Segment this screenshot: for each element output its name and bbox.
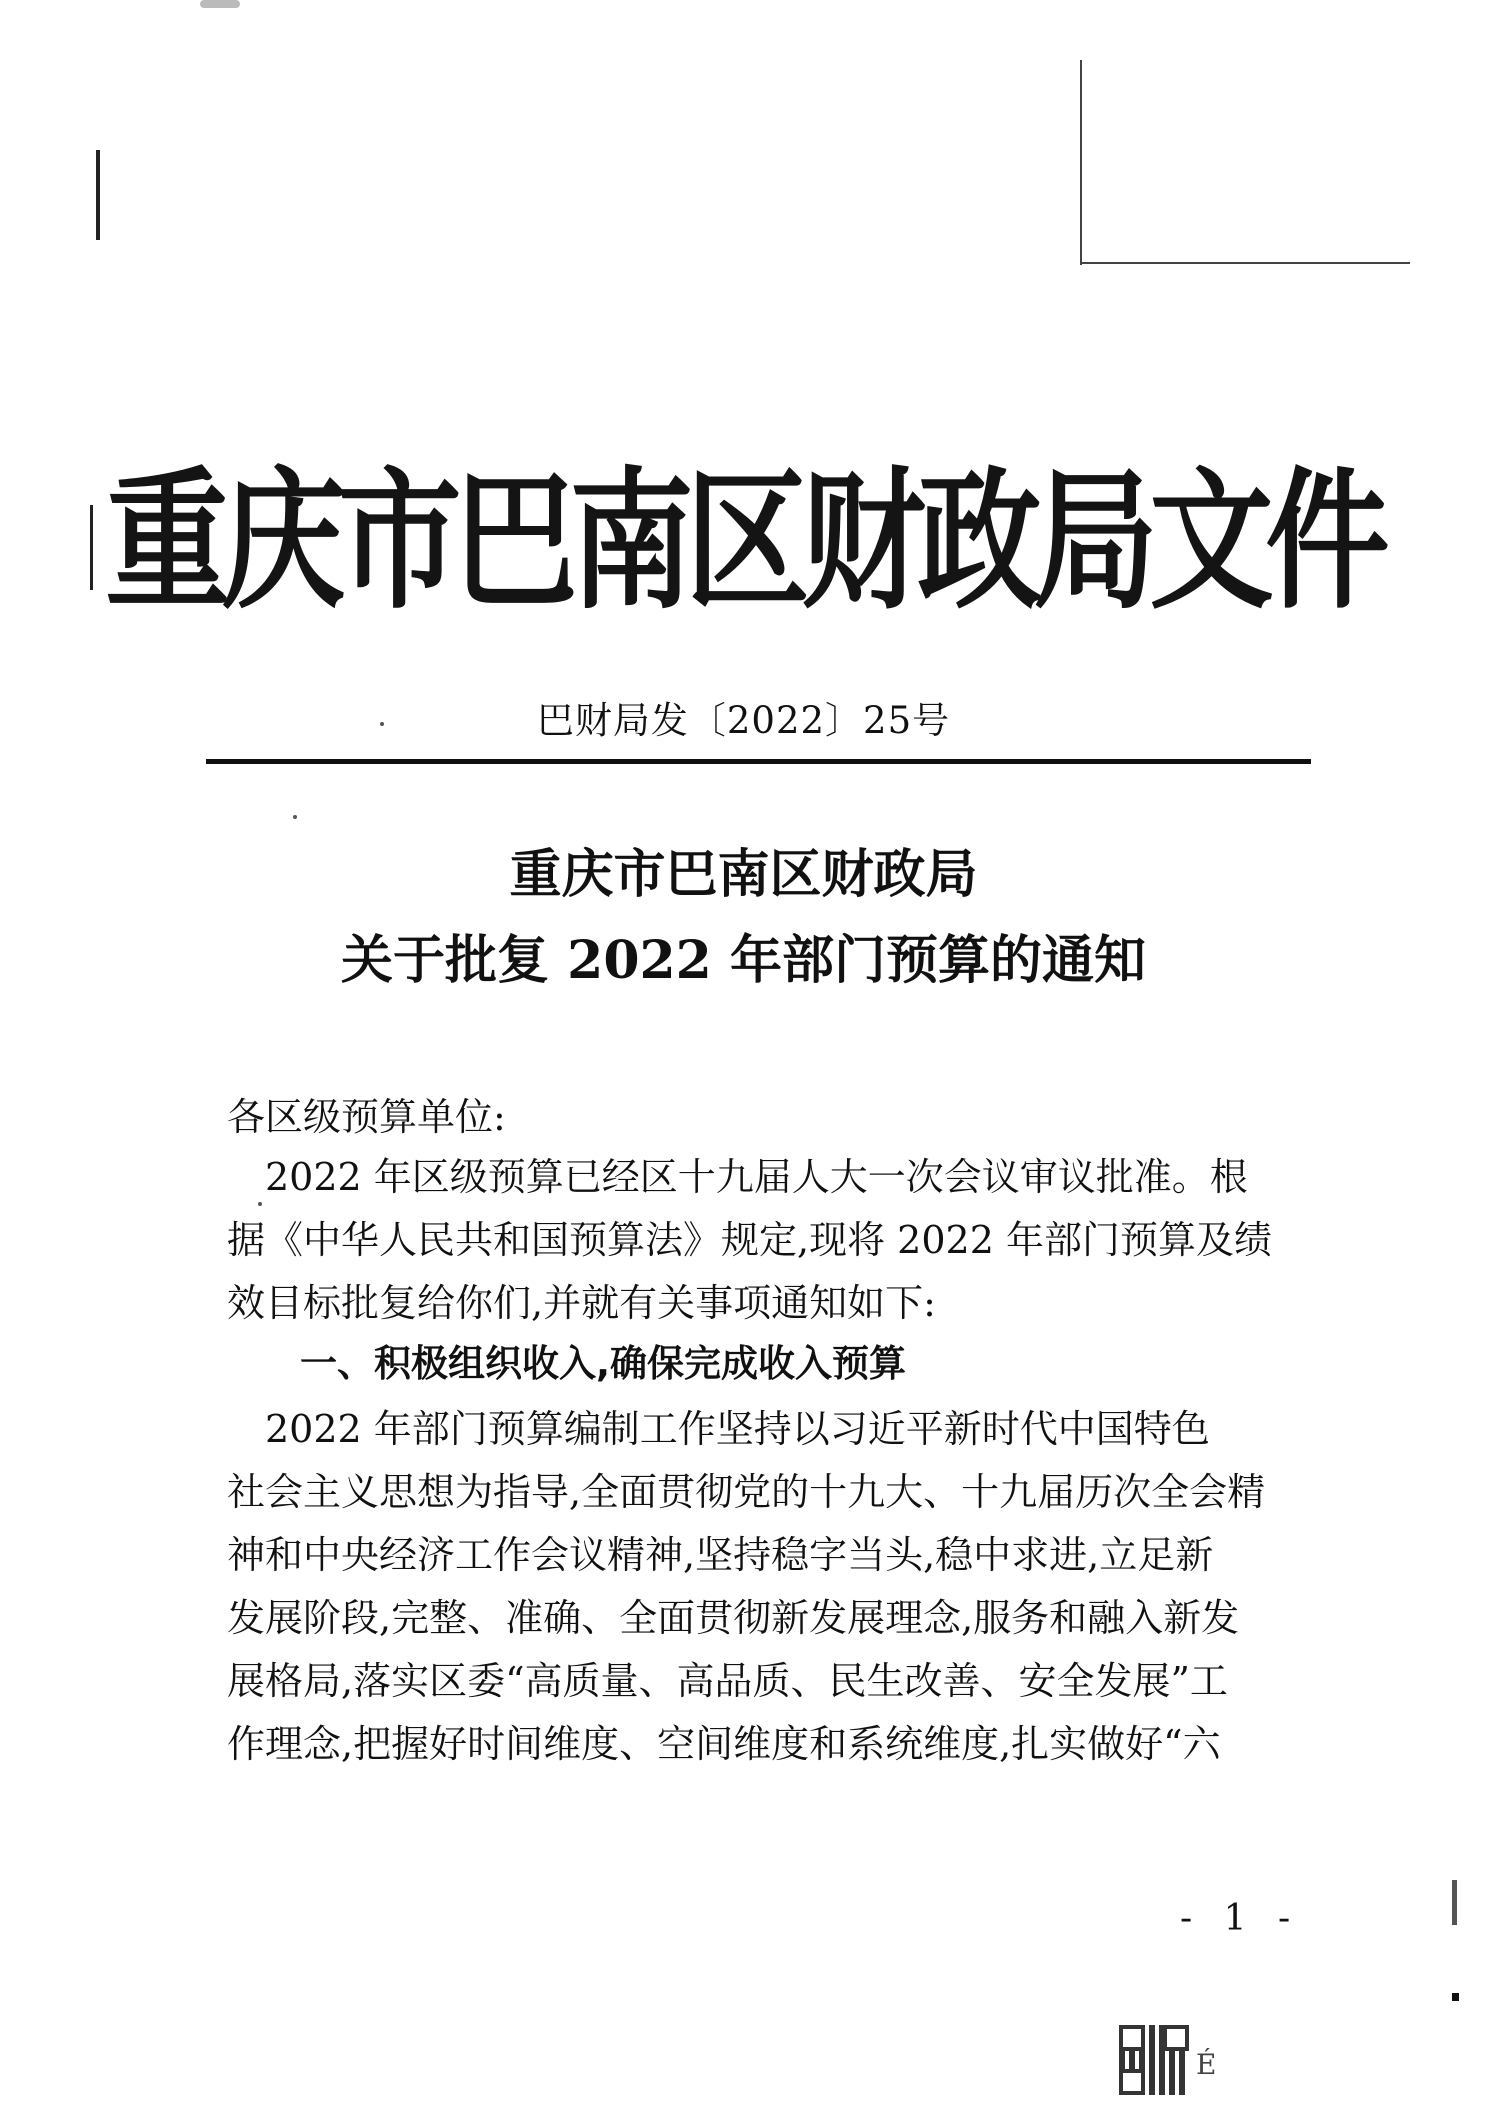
issuer-title: 重庆市巴南区财政局文件: [105, 454, 1382, 631]
addressee: 各区级预算单位:: [227, 1095, 506, 1139]
section-heading: 一、积极组织收入,确保完成收入预算: [300, 1342, 907, 1385]
qr-trailing-char: É: [1196, 2048, 1217, 2081]
scan-speck: [293, 815, 297, 819]
qr-finder: [1119, 2025, 1145, 2051]
scan-smudge: [200, 0, 240, 8]
paragraph-line: 效目标批复给你们,并就有关事项通知如下:: [227, 1281, 936, 1325]
scan-fold-line: [1080, 262, 1410, 264]
paragraph-line: 2022 年部门预算编制工作坚持以习近平新时代中国特色: [227, 1407, 1210, 1451]
paragraph-line: 据《中华人民共和国预算法》规定,现将 2022 年部门预算及绩: [227, 1218, 1272, 1262]
notice-title-line-2: 关于批复 2022 年部门预算的通知: [341, 930, 1146, 991]
paragraph-line: 发展阶段,完整、准确、全面贯彻新发展理念,服务和融入新发: [227, 1596, 1240, 1640]
paragraph-line: 作理念,把握好时间维度、空间维度和系统维度,扎实做好“六: [227, 1722, 1221, 1766]
notice-title-line-1: 重庆市巴南区财政局: [509, 844, 978, 905]
header-divider: [206, 759, 1311, 764]
paragraph-line: 社会主义思想为指导,全面贯彻党的十九大、十九届历次全会精: [227, 1470, 1266, 1514]
document-number: 巴财局发〔2022〕25号: [536, 699, 951, 742]
scan-edge-mark: [96, 150, 100, 240]
paragraph-line: 神和中央经济工作会议精神,坚持稳字当头,稳中求进,立足新: [227, 1533, 1214, 1577]
paragraph-line: 2022 年区级预算已经区十九届人大一次会议审议批准。根: [227, 1155, 1248, 1199]
paragraph-line: 展格局,落实区委“高质量、高品质、民生改善、安全发展”工: [227, 1659, 1228, 1703]
scan-fold-line: [1080, 60, 1082, 265]
qr-finder: [1119, 2069, 1145, 2095]
scan-edge-mark: [1452, 1880, 1457, 1925]
paragraph-2: [227, 1398, 1275, 1798]
page-number: - 1 -: [1180, 1898, 1301, 1939]
qr-finder: [1163, 2025, 1189, 2051]
paragraph-1: [227, 1146, 1275, 1346]
scan-edge-mark: [1452, 1993, 1459, 2001]
qr-code-icon: [1119, 2025, 1189, 2095]
